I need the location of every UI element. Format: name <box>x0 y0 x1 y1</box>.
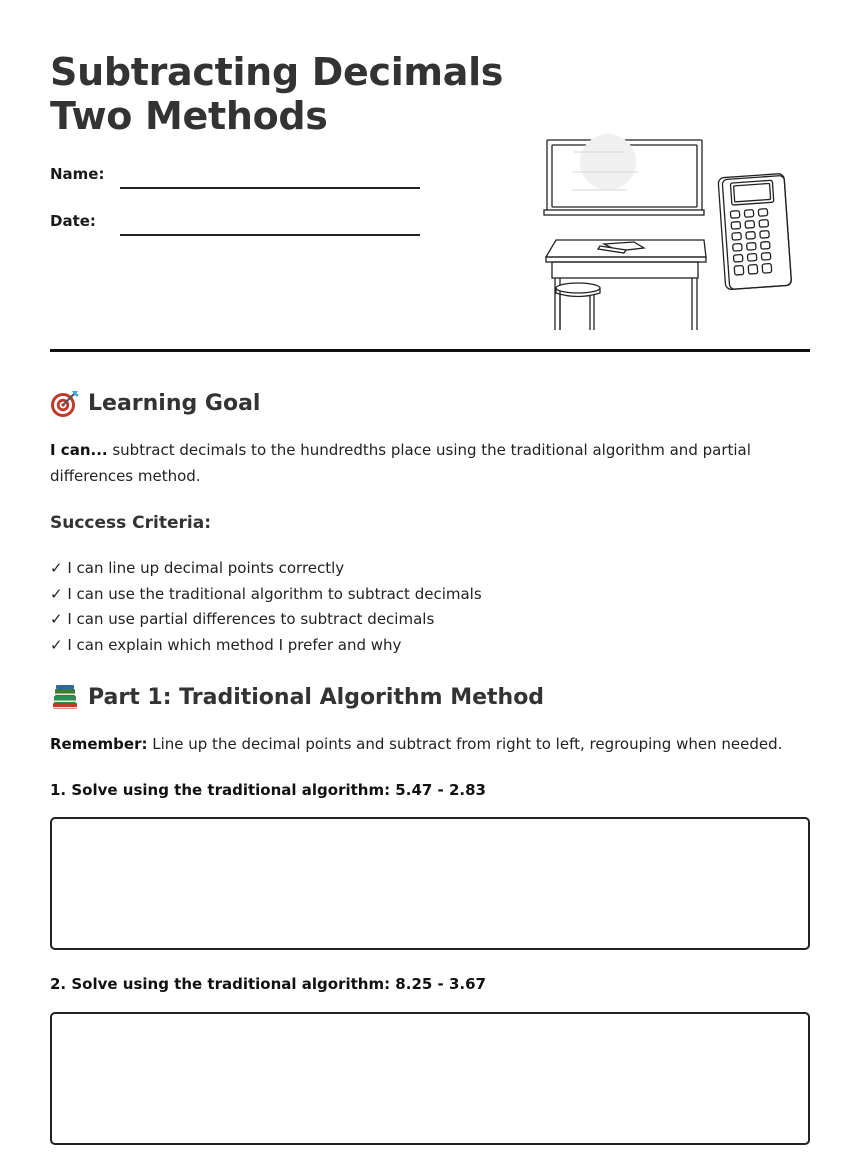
date-field[interactable] <box>120 234 420 236</box>
learning-goal-body: subtract decimals to the hundredths place using the traditional algorithm and partial differences method. <box>50 441 751 485</box>
name-label: Name: <box>50 165 105 183</box>
target-dart-icon <box>50 388 80 418</box>
page-title <box>50 50 503 138</box>
header-divider <box>50 349 810 352</box>
question-1: 1. Solve using the traditional algorithm: 5.47 - 2.83 <box>50 781 486 799</box>
question-2: 2. Solve using the traditional algorithm: 8.25 - 3.67 <box>50 975 486 993</box>
criteria-item: ✓ I can use the traditional algorithm to subtract decimals <box>50 584 482 603</box>
answer-box-1[interactable] <box>50 817 810 950</box>
success-criteria-list <box>50 556 482 658</box>
books-icon <box>50 682 80 712</box>
answer-box-2[interactable] <box>50 1012 810 1145</box>
part1-heading <box>50 682 544 712</box>
criteria-item: ✓ I can explain which method I prefer and why <box>50 635 402 654</box>
remember-lead: Remember: <box>50 735 148 753</box>
classroom-illustration <box>538 134 798 332</box>
name-field[interactable] <box>120 187 420 189</box>
remember-text <box>50 731 810 757</box>
title-line-1: Subtracting Decimals <box>50 50 504 94</box>
criteria-item: ✓ I can use partial differences to subtract decimals <box>50 610 435 628</box>
learning-goal-text <box>50 437 810 489</box>
learning-goal-heading <box>50 388 260 418</box>
part1-title: Part 1: Traditional Algorithm Method <box>88 684 545 710</box>
date-label: Date: <box>50 212 96 230</box>
remember-body: Line up the decimal points and subtract from right to left, regrouping when needed. <box>147 735 783 753</box>
criteria-item: ✓ I can line up decimal points correctly <box>50 559 345 577</box>
success-criteria-heading: Success Criteria: <box>50 513 212 533</box>
learning-goal-lead: I can... <box>50 441 108 459</box>
learning-goal-title: Learning Goal <box>88 390 261 416</box>
title-line-2: Two Methods <box>50 94 328 138</box>
